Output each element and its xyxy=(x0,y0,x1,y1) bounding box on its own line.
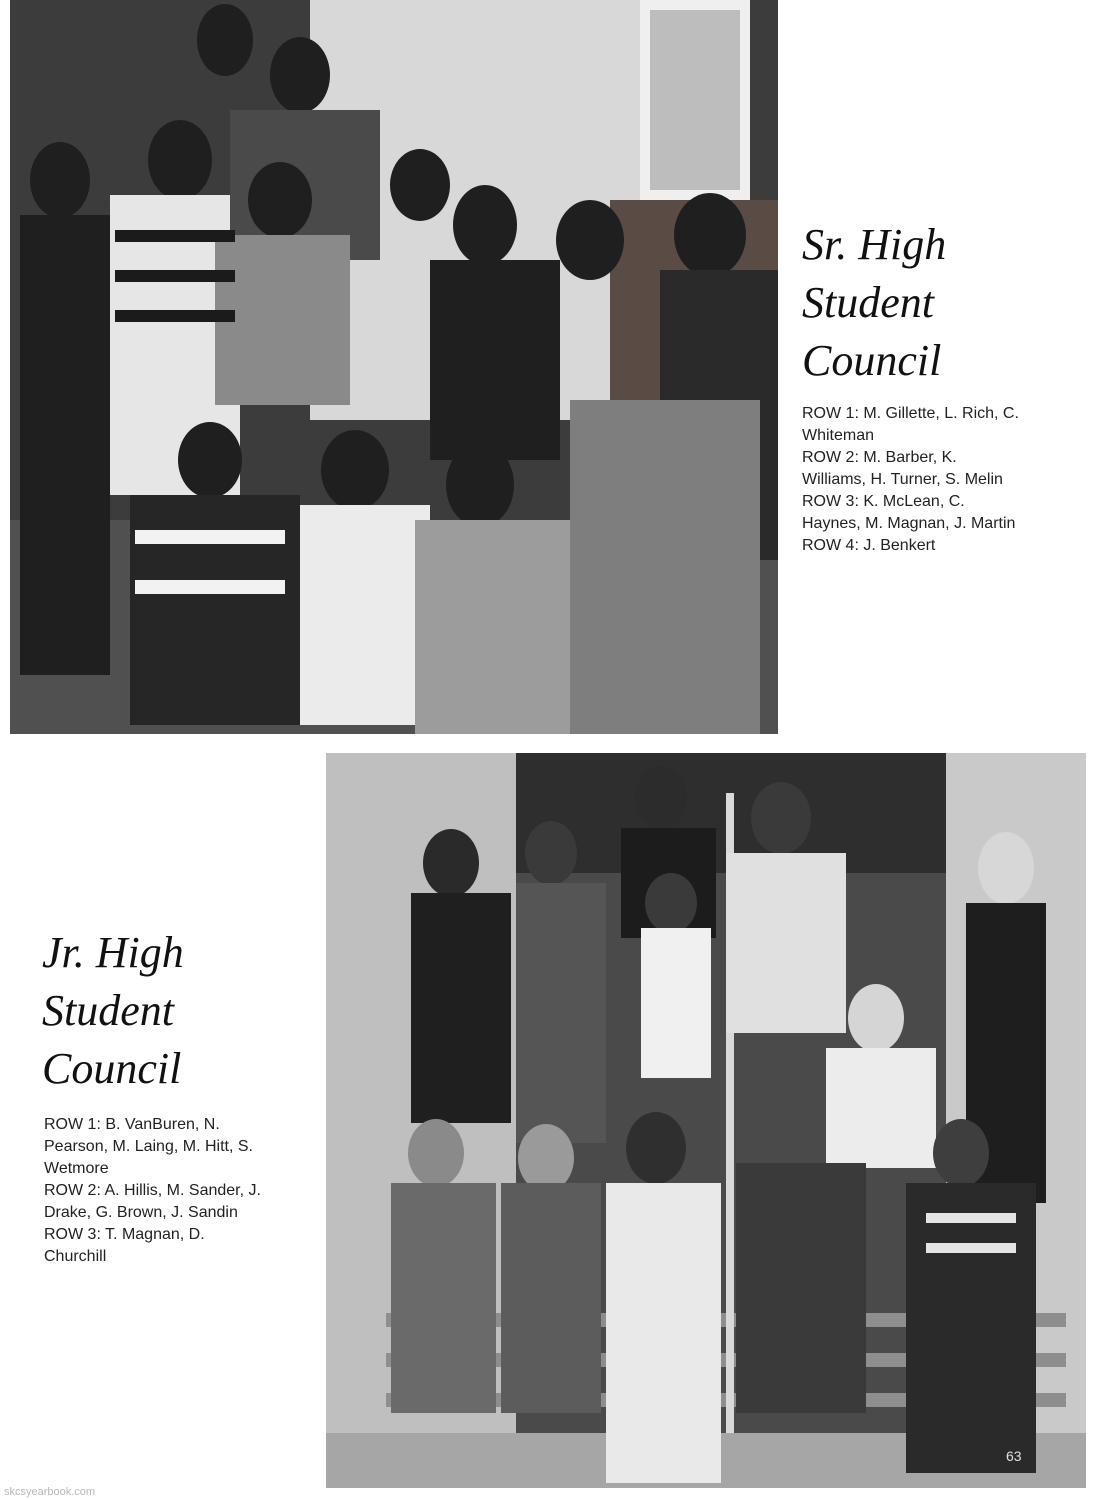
sr-title-line: Sr. High xyxy=(802,220,947,269)
caption-line: Drake, G. Brown, J. Sandin xyxy=(44,1204,238,1221)
caption-line: Williams, H. Turner, S. Melin xyxy=(802,471,1003,488)
caption-line: ROW 1: B. VanBuren, N. xyxy=(44,1116,220,1133)
sr-high-title xyxy=(802,216,946,390)
jr-high-title xyxy=(42,924,184,1098)
caption-line: Pearson, M. Laing, M. Hitt, S. xyxy=(44,1138,253,1155)
caption-line: Wetmore xyxy=(44,1160,109,1177)
caption-line: ROW 2: A. Hillis, M. Sander, J. xyxy=(44,1182,261,1199)
watermark-text: skcsyearbook.com xyxy=(4,1486,96,1498)
sr-high-group-photo xyxy=(10,0,778,734)
page-number: 63 xyxy=(1006,1448,1022,1464)
jr-title-line: Jr. High xyxy=(42,928,184,977)
caption-line: ROW 3: T. Magnan, D. xyxy=(44,1226,205,1243)
sr-title-line: Student xyxy=(802,278,934,327)
caption-line: ROW 1: M. Gillette, L. Rich, C. xyxy=(802,405,1019,422)
jr-high-group-photo xyxy=(326,753,1086,1488)
caption-line: Whiteman xyxy=(802,427,875,444)
jr-high-caption xyxy=(44,1114,319,1268)
jr-title-line: Student xyxy=(42,986,174,1035)
sr-high-caption xyxy=(802,403,1082,557)
caption-line: ROW 3: K. McLean, C. xyxy=(802,493,965,510)
jr-title-line: Council xyxy=(42,1044,182,1093)
caption-line: ROW 2: M. Barber, K. xyxy=(802,449,957,466)
caption-line: ROW 4: J. Benkert xyxy=(802,537,936,554)
caption-line: Churchill xyxy=(44,1248,107,1265)
sr-title-line: Council xyxy=(802,336,942,385)
caption-line: Haynes, M. Magnan, J. Martin xyxy=(802,515,1016,532)
